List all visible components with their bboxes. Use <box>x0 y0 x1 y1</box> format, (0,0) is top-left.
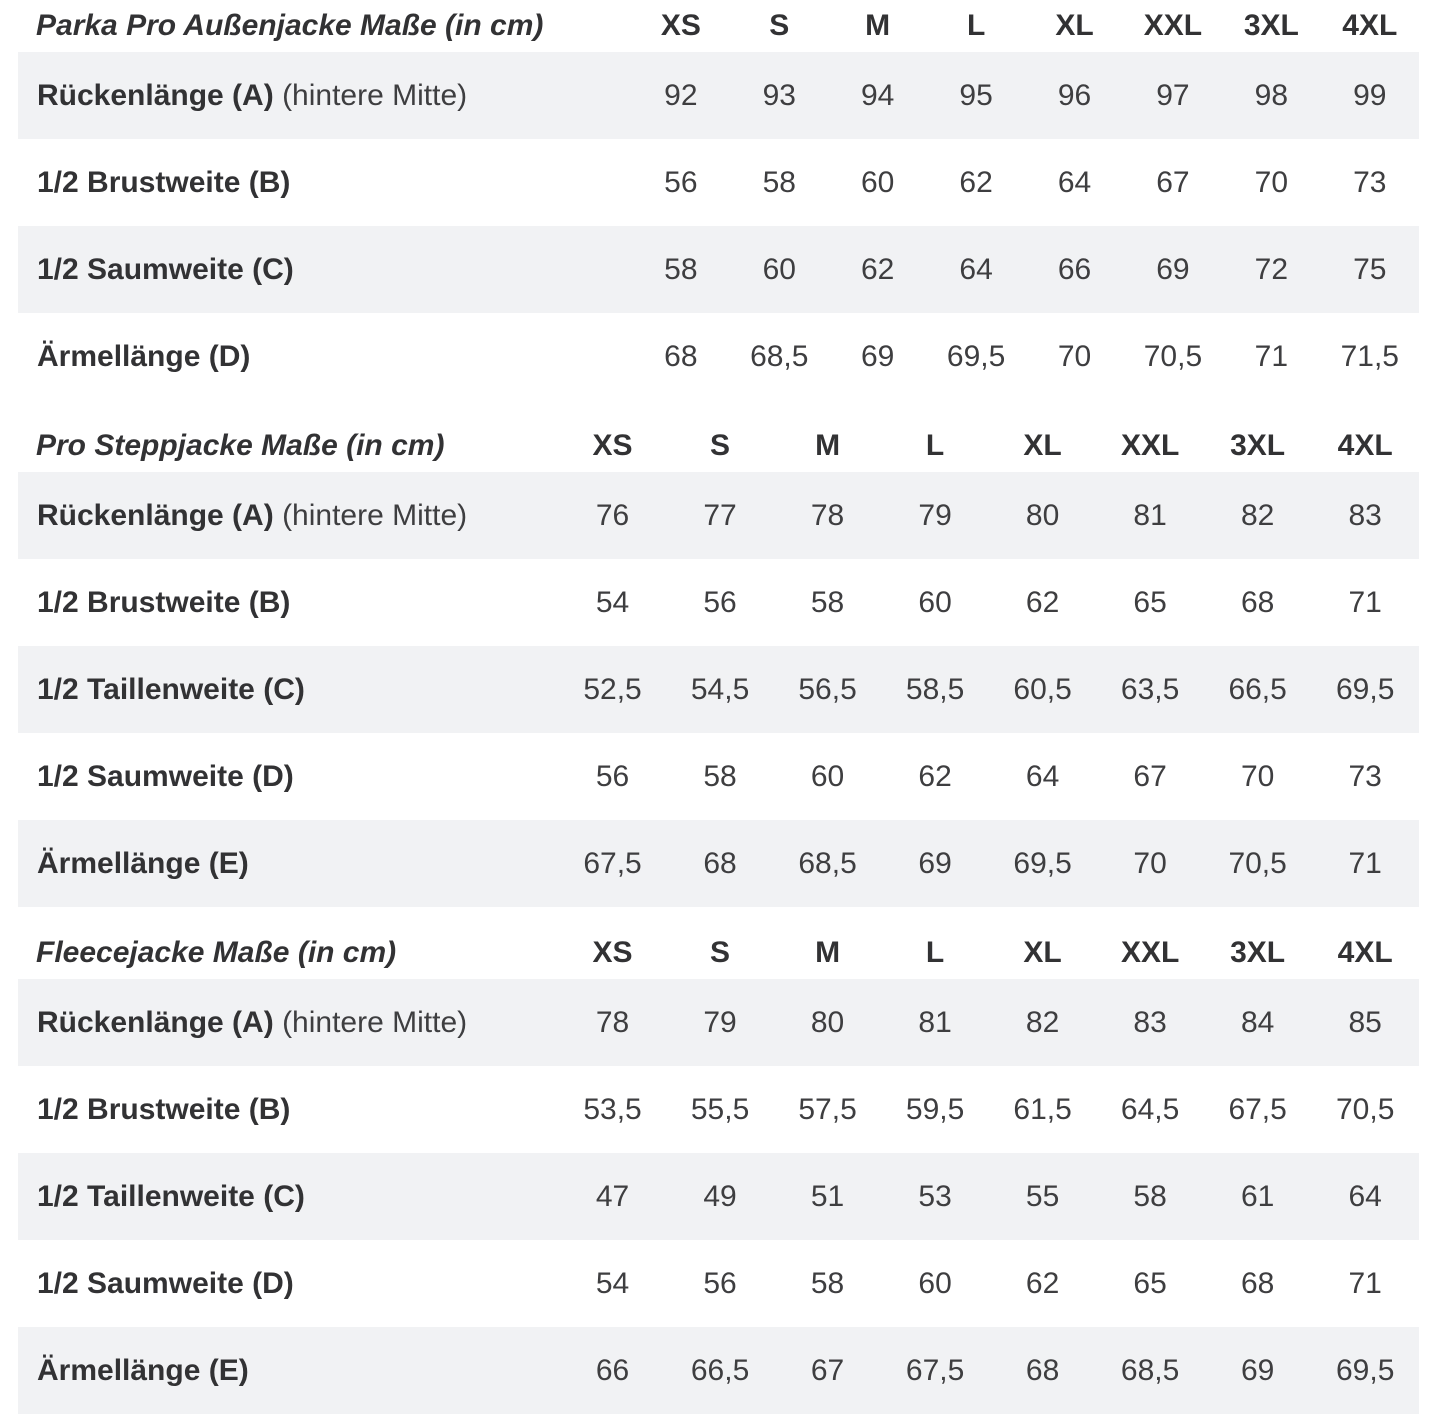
measurement-label: Rückenlänge (A) <box>37 498 274 532</box>
size-table <box>18 927 1419 1414</box>
size-column-header: 3XL <box>1230 936 1286 969</box>
measurement-value: 71,5 <box>1340 339 1399 373</box>
measurement-label: 1/2 Saumweite (D) <box>37 1266 294 1300</box>
measurement-value: 54,5 <box>690 672 750 706</box>
measurement-row <box>18 559 1419 646</box>
measurement-value: 69 <box>918 846 952 880</box>
measurement-row <box>18 1153 1419 1240</box>
measurement-value: 56 <box>703 585 737 619</box>
measurement-value: 55 <box>1025 1179 1060 1213</box>
measurement-value: 82 <box>1025 1005 1060 1039</box>
measurement-value: 62 <box>918 759 952 793</box>
measurement-value: 51 <box>810 1179 845 1213</box>
measurement-label-cell <box>18 139 632 226</box>
measurement-value: 68 <box>1025 1353 1060 1387</box>
size-table <box>18 0 1419 400</box>
measurement-value: 62 <box>1025 585 1060 619</box>
measurement-label-cell <box>18 733 559 820</box>
measurement-value: 49 <box>703 1179 737 1213</box>
size-column-header: 4XL <box>1342 9 1398 42</box>
table-header-row <box>18 0 1419 52</box>
measurement-value: 70,5 <box>1228 846 1287 880</box>
measurement-value: 70 <box>1240 759 1275 793</box>
measurement-value: 54 <box>595 585 630 619</box>
measurement-value: 73 <box>1348 759 1382 793</box>
measurement-value: 60 <box>918 1266 952 1300</box>
measurement-value: 53 <box>918 1179 952 1213</box>
size-column-header: M <box>815 429 841 462</box>
size-column-header: XXL <box>1120 936 1180 969</box>
measurement-value: 68 <box>1240 585 1275 619</box>
measurement-value: 67 <box>810 1353 845 1387</box>
measurement-value: 68,5 <box>798 846 857 880</box>
measurement-value: 82 <box>1240 498 1275 532</box>
measurement-value: 60,5 <box>1013 672 1072 706</box>
measurement-label: Rückenlänge (A) <box>37 1005 274 1039</box>
size-column-header: 3XL <box>1243 9 1299 42</box>
measurement-value: 75 <box>1353 252 1387 286</box>
measurement-row <box>18 313 1419 400</box>
measurement-row <box>18 820 1419 907</box>
measurement-label-cell <box>18 559 559 646</box>
measurement-value: 71 <box>1348 585 1382 619</box>
measurement-label: 1/2 Brustweite (B) <box>37 165 291 199</box>
size-column-header: XS <box>592 936 633 969</box>
measurement-value: 52,5 <box>583 672 642 706</box>
measurement-label-cell <box>18 979 559 1066</box>
measurement-value: 92 <box>664 78 698 112</box>
measurement-value: 71 <box>1348 1266 1382 1300</box>
size-table <box>18 420 1419 907</box>
measurement-value: 70,5 <box>1143 339 1203 373</box>
measurement-label-cell <box>18 1327 559 1414</box>
measurement-value: 58 <box>810 585 845 619</box>
measurement-value: 99 <box>1353 78 1387 112</box>
measurement-value: 60 <box>810 759 845 793</box>
measurement-value: 62 <box>860 252 895 286</box>
measurement-value: 76 <box>595 498 630 532</box>
measurement-value: 94 <box>860 78 895 112</box>
measurement-value: 96 <box>1057 78 1092 112</box>
measurement-value: 53,5 <box>583 1092 642 1126</box>
measurement-value: 73 <box>1353 165 1387 199</box>
measurement-row <box>18 733 1419 820</box>
measurement-value: 55,5 <box>690 1092 750 1126</box>
measurement-label: 1/2 Taillenweite (C) <box>37 672 305 706</box>
measurement-value: 71 <box>1348 846 1382 880</box>
measurement-value: 67,5 <box>905 1353 965 1387</box>
measurement-value: 58 <box>1133 1179 1167 1213</box>
measurement-value: 70 <box>1254 165 1289 199</box>
measurement-value: 64 <box>1025 759 1060 793</box>
size-column-header: L <box>925 429 945 462</box>
measurement-value: 67,5 <box>583 846 642 880</box>
size-column-header: 3XL <box>1230 429 1286 462</box>
measurement-row <box>18 1066 1419 1153</box>
measurement-label: Ärmellänge (D) <box>37 339 251 373</box>
measurement-value: 80 <box>810 1005 845 1039</box>
measurement-value: 78 <box>810 498 845 532</box>
measurement-label: Rückenlänge (A) <box>37 78 274 112</box>
measurement-row <box>18 52 1419 139</box>
measurement-value: 85 <box>1348 1005 1382 1039</box>
measurement-value: 69,5 <box>946 339 1006 373</box>
size-column-header: 4XL <box>1337 936 1393 969</box>
measurement-label: 1/2 Saumweite (C) <box>37 252 294 286</box>
measurement-label: 1/2 Brustweite (B) <box>37 1092 291 1126</box>
measurement-value: 70,5 <box>1336 1092 1395 1126</box>
measurement-value: 61 <box>1240 1179 1275 1213</box>
size-column-header: XXL <box>1120 429 1180 462</box>
measurement-value: 70 <box>1133 846 1167 880</box>
measurement-label-cell <box>18 1240 559 1327</box>
table-title: Fleecejacke Maße (in cm) <box>36 936 397 969</box>
measurement-value: 66 <box>595 1353 630 1387</box>
size-column-header: M <box>815 936 841 969</box>
measurement-value: 58,5 <box>905 672 965 706</box>
measurement-value: 63,5 <box>1120 672 1180 706</box>
measurement-value: 70 <box>1057 339 1092 373</box>
measurement-value: 58 <box>762 165 796 199</box>
size-column-header: S <box>710 936 731 969</box>
measurement-value: 56 <box>664 165 698 199</box>
measurement-value: 72 <box>1254 252 1289 286</box>
measurement-value: 84 <box>1240 1005 1275 1039</box>
measurement-value: 57,5 <box>798 1092 857 1126</box>
measurement-label: Ärmellänge (E) <box>37 846 249 880</box>
measurement-value: 47 <box>595 1179 630 1213</box>
measurement-value: 77 <box>703 498 737 532</box>
size-column-header: S <box>769 9 790 42</box>
measurement-value: 56,5 <box>798 672 857 706</box>
measurement-value: 64,5 <box>1120 1092 1180 1126</box>
size-column-header: XXL <box>1143 9 1203 42</box>
measurement-value: 69 <box>860 339 895 373</box>
measurement-label-cell <box>18 52 632 139</box>
measurement-value: 68,5 <box>750 339 809 373</box>
measurement-value: 61,5 <box>1013 1092 1072 1126</box>
table-header-row <box>18 927 1419 979</box>
measurement-value: 66 <box>1057 252 1092 286</box>
measurement-value: 68 <box>1240 1266 1275 1300</box>
measurement-value: 98 <box>1254 78 1289 112</box>
measurement-value: 66,5 <box>690 1353 750 1387</box>
measurement-value: 67 <box>1156 165 1190 199</box>
measurement-value: 79 <box>918 498 952 532</box>
measurement-row <box>18 646 1419 733</box>
measurement-value: 66,5 <box>1228 672 1287 706</box>
size-column-header: XL <box>1023 936 1062 969</box>
size-column-header: XL <box>1055 9 1094 42</box>
measurement-row <box>18 1327 1419 1414</box>
size-column-header: M <box>865 9 891 42</box>
measurement-value: 60 <box>918 585 952 619</box>
size-column-header: XL <box>1023 429 1062 462</box>
measurement-value: 62 <box>959 165 993 199</box>
table-title: Parka Pro Außenjacke Maße (in cm) <box>36 9 544 42</box>
measurement-label: 1/2 Brustweite (B) <box>37 585 291 619</box>
measurement-label-cell <box>18 1153 559 1240</box>
measurement-value: 56 <box>595 759 630 793</box>
measurement-value: 64 <box>1348 1179 1382 1213</box>
measurement-value: 97 <box>1156 78 1190 112</box>
measurement-value: 81 <box>918 1005 952 1039</box>
measurement-row <box>18 472 1419 559</box>
measurement-value: 79 <box>703 1005 737 1039</box>
size-column-header: 4XL <box>1337 429 1393 462</box>
measurement-row <box>18 226 1419 313</box>
measurement-label-cell <box>18 313 632 400</box>
measurement-value: 81 <box>1133 498 1167 532</box>
measurement-value: 95 <box>959 78 993 112</box>
measurement-note: (hintere Mitte) <box>282 1005 468 1039</box>
measurement-label: 1/2 Saumweite (D) <box>37 759 294 793</box>
measurement-value: 71 <box>1254 339 1289 373</box>
measurement-value: 54 <box>595 1266 630 1300</box>
measurement-value: 64 <box>1057 165 1092 199</box>
measurement-label-cell <box>18 820 559 907</box>
measurement-value: 83 <box>1133 1005 1167 1039</box>
measurement-row <box>18 139 1419 226</box>
measurement-label: Ärmellänge (E) <box>37 1353 249 1387</box>
measurement-value: 60 <box>860 165 895 199</box>
measurement-value: 78 <box>595 1005 630 1039</box>
measurement-value: 58 <box>664 252 698 286</box>
measurement-note: (hintere Mitte) <box>282 78 468 112</box>
measurement-row <box>18 979 1419 1066</box>
measurement-value: 69 <box>1156 252 1190 286</box>
measurement-value: 56 <box>703 1266 737 1300</box>
measurement-value: 68 <box>703 846 737 880</box>
measurement-value: 68 <box>664 339 698 373</box>
measurement-value: 69,5 <box>1013 846 1072 880</box>
measurement-value: 58 <box>810 1266 845 1300</box>
measurement-note: (hintere Mitte) <box>282 498 468 532</box>
measurement-value: 80 <box>1025 498 1060 532</box>
measurement-value: 67 <box>1133 759 1167 793</box>
measurement-value: 83 <box>1348 498 1382 532</box>
measurement-label-cell <box>18 226 632 313</box>
table-title: Pro Steppjacke Maße (in cm) <box>36 429 445 462</box>
measurement-value: 58 <box>703 759 737 793</box>
measurement-row <box>18 1240 1419 1327</box>
measurement-value: 69 <box>1240 1353 1275 1387</box>
measurement-value: 69,5 <box>1336 672 1395 706</box>
size-column-header: XS <box>660 9 701 42</box>
measurement-value: 65 <box>1133 585 1167 619</box>
size-column-header: S <box>710 429 731 462</box>
measurement-value: 65 <box>1133 1266 1167 1300</box>
measurement-label: 1/2 Taillenweite (C) <box>37 1179 305 1213</box>
measurement-value: 62 <box>1025 1266 1060 1300</box>
measurement-value: 67,5 <box>1228 1092 1287 1126</box>
measurement-value: 64 <box>959 252 993 286</box>
size-column-header: L <box>925 936 945 969</box>
measurement-label-cell <box>18 646 559 733</box>
measurement-label-cell <box>18 1066 559 1153</box>
measurement-value: 69,5 <box>1336 1353 1395 1387</box>
size-column-header: L <box>966 9 986 42</box>
measurement-value: 93 <box>762 78 796 112</box>
measurement-value: 59,5 <box>905 1092 965 1126</box>
measurement-label-cell <box>18 472 559 559</box>
size-column-header: XS <box>592 429 633 462</box>
measurement-value: 68,5 <box>1120 1353 1180 1387</box>
table-header-row <box>18 420 1419 472</box>
measurement-value: 60 <box>762 252 796 286</box>
